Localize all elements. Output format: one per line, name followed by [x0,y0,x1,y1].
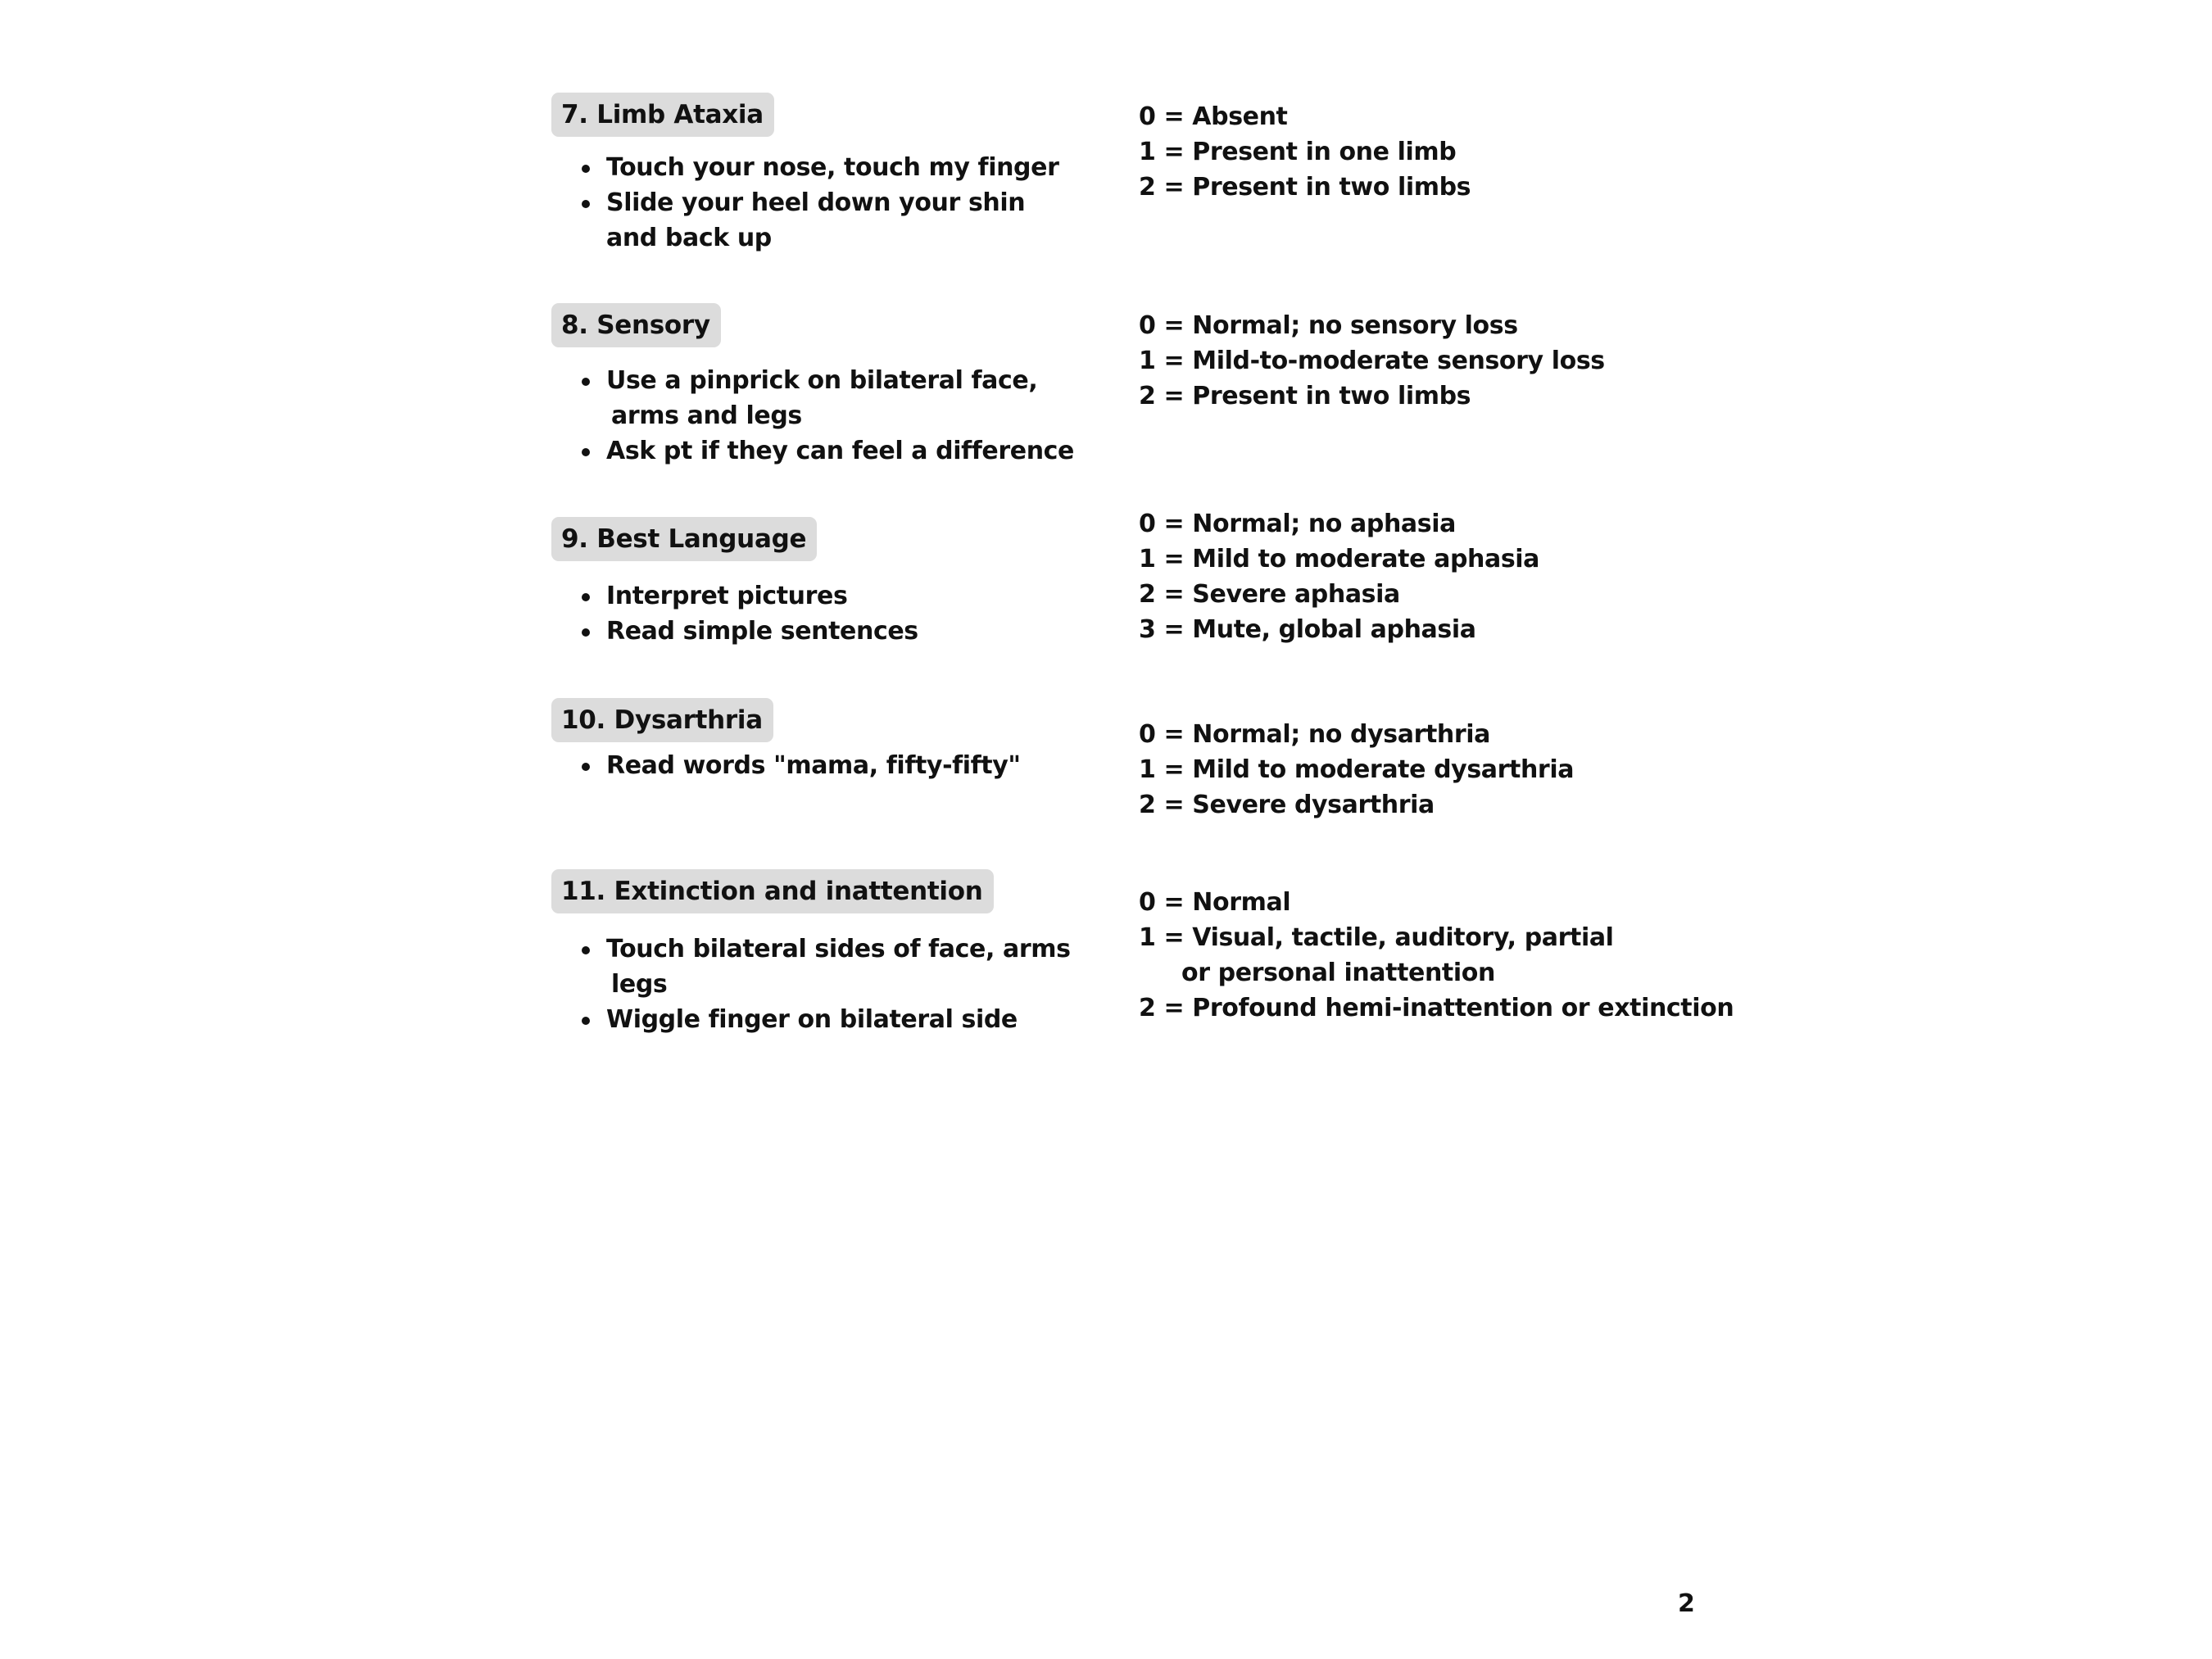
instruction-item [606,150,1058,185]
score-item: 1 = Mild to moderate dysarthria [1139,755,1575,784]
score-list [1139,717,1574,823]
score-list [1139,885,1734,1026]
score-list [1139,99,1471,205]
instruction-list [606,150,1058,256]
instruction-text: Ask pt if they can feel a difference [606,437,1074,465]
score-item: 2 = Present in two limbs [1139,173,1471,202]
instruction-text-continued: arms and legs [611,401,802,430]
score-item: 1 = Present in one limb [1139,138,1457,166]
score-item: 3 = Mute, global aphasia [1139,615,1476,644]
score-item: 2 = Present in two limbs [1139,382,1471,410]
instruction-item [606,1002,1071,1037]
score-list [1139,506,1539,647]
score-item [1139,920,1734,990]
instruction-item [606,185,1058,256]
score-item: 0 = Normal [1139,888,1291,917]
instruction-text-continued: and back up [606,224,772,252]
section-heading: 8. Sensory [551,303,721,347]
instruction-text: Read simple sentences [606,617,918,646]
instruction-text: Wiggle finger on bilateral side [606,1005,1018,1034]
instruction-text: Read words "mama, fifty-fifty" [606,751,1021,780]
instruction-item [606,433,1074,469]
score-item: 0 = Normal; no aphasia [1139,510,1456,538]
score-item: 2 = Profound hemi-inattention or extinction [1139,994,1734,1022]
instruction-list [606,748,1021,783]
section-heading: 10. Dysarthria [551,698,773,742]
page-number: 2 [1678,1589,1695,1618]
instruction-item [606,363,1074,433]
score-item: 0 = Absent [1139,102,1288,131]
instruction-text-continued: legs [611,970,668,999]
score-item: 1 = Mild to moderate aphasia [1139,545,1540,573]
score-list [1139,308,1605,414]
instruction-text: Use a pinprick on bilateral face, [606,366,1038,395]
score-text-continued: or personal inattention [1181,959,1495,987]
instruction-list [606,363,1074,469]
instruction-text: Touch your nose, touch my finger [606,153,1059,182]
score-item: 2 = Severe aphasia [1139,580,1400,609]
instruction-list [606,578,918,649]
section-heading: 9. Best Language [551,517,817,561]
instruction-item [606,748,1021,783]
instruction-item [606,614,918,649]
score-text: 1 = Visual, tactile, auditory, partial [1139,923,1614,952]
score-item: 0 = Normal; no sensory loss [1139,311,1518,340]
instruction-item [606,578,918,614]
instruction-item [606,931,1071,1002]
instruction-text: Slide your heel down your shin [606,188,1026,217]
section-heading: 7. Limb Ataxia [551,93,774,137]
section-heading: 11. Extinction and inattention [551,869,994,913]
instruction-list [606,931,1071,1037]
score-item: 1 = Mild-to-moderate sensory loss [1139,347,1605,375]
score-item: 2 = Severe dysarthria [1139,791,1435,819]
score-item: 0 = Normal; no dysarthria [1139,720,1490,749]
instruction-text: Interpret pictures [606,582,848,610]
instruction-text: Touch bilateral sides of face, arms [606,935,1071,963]
